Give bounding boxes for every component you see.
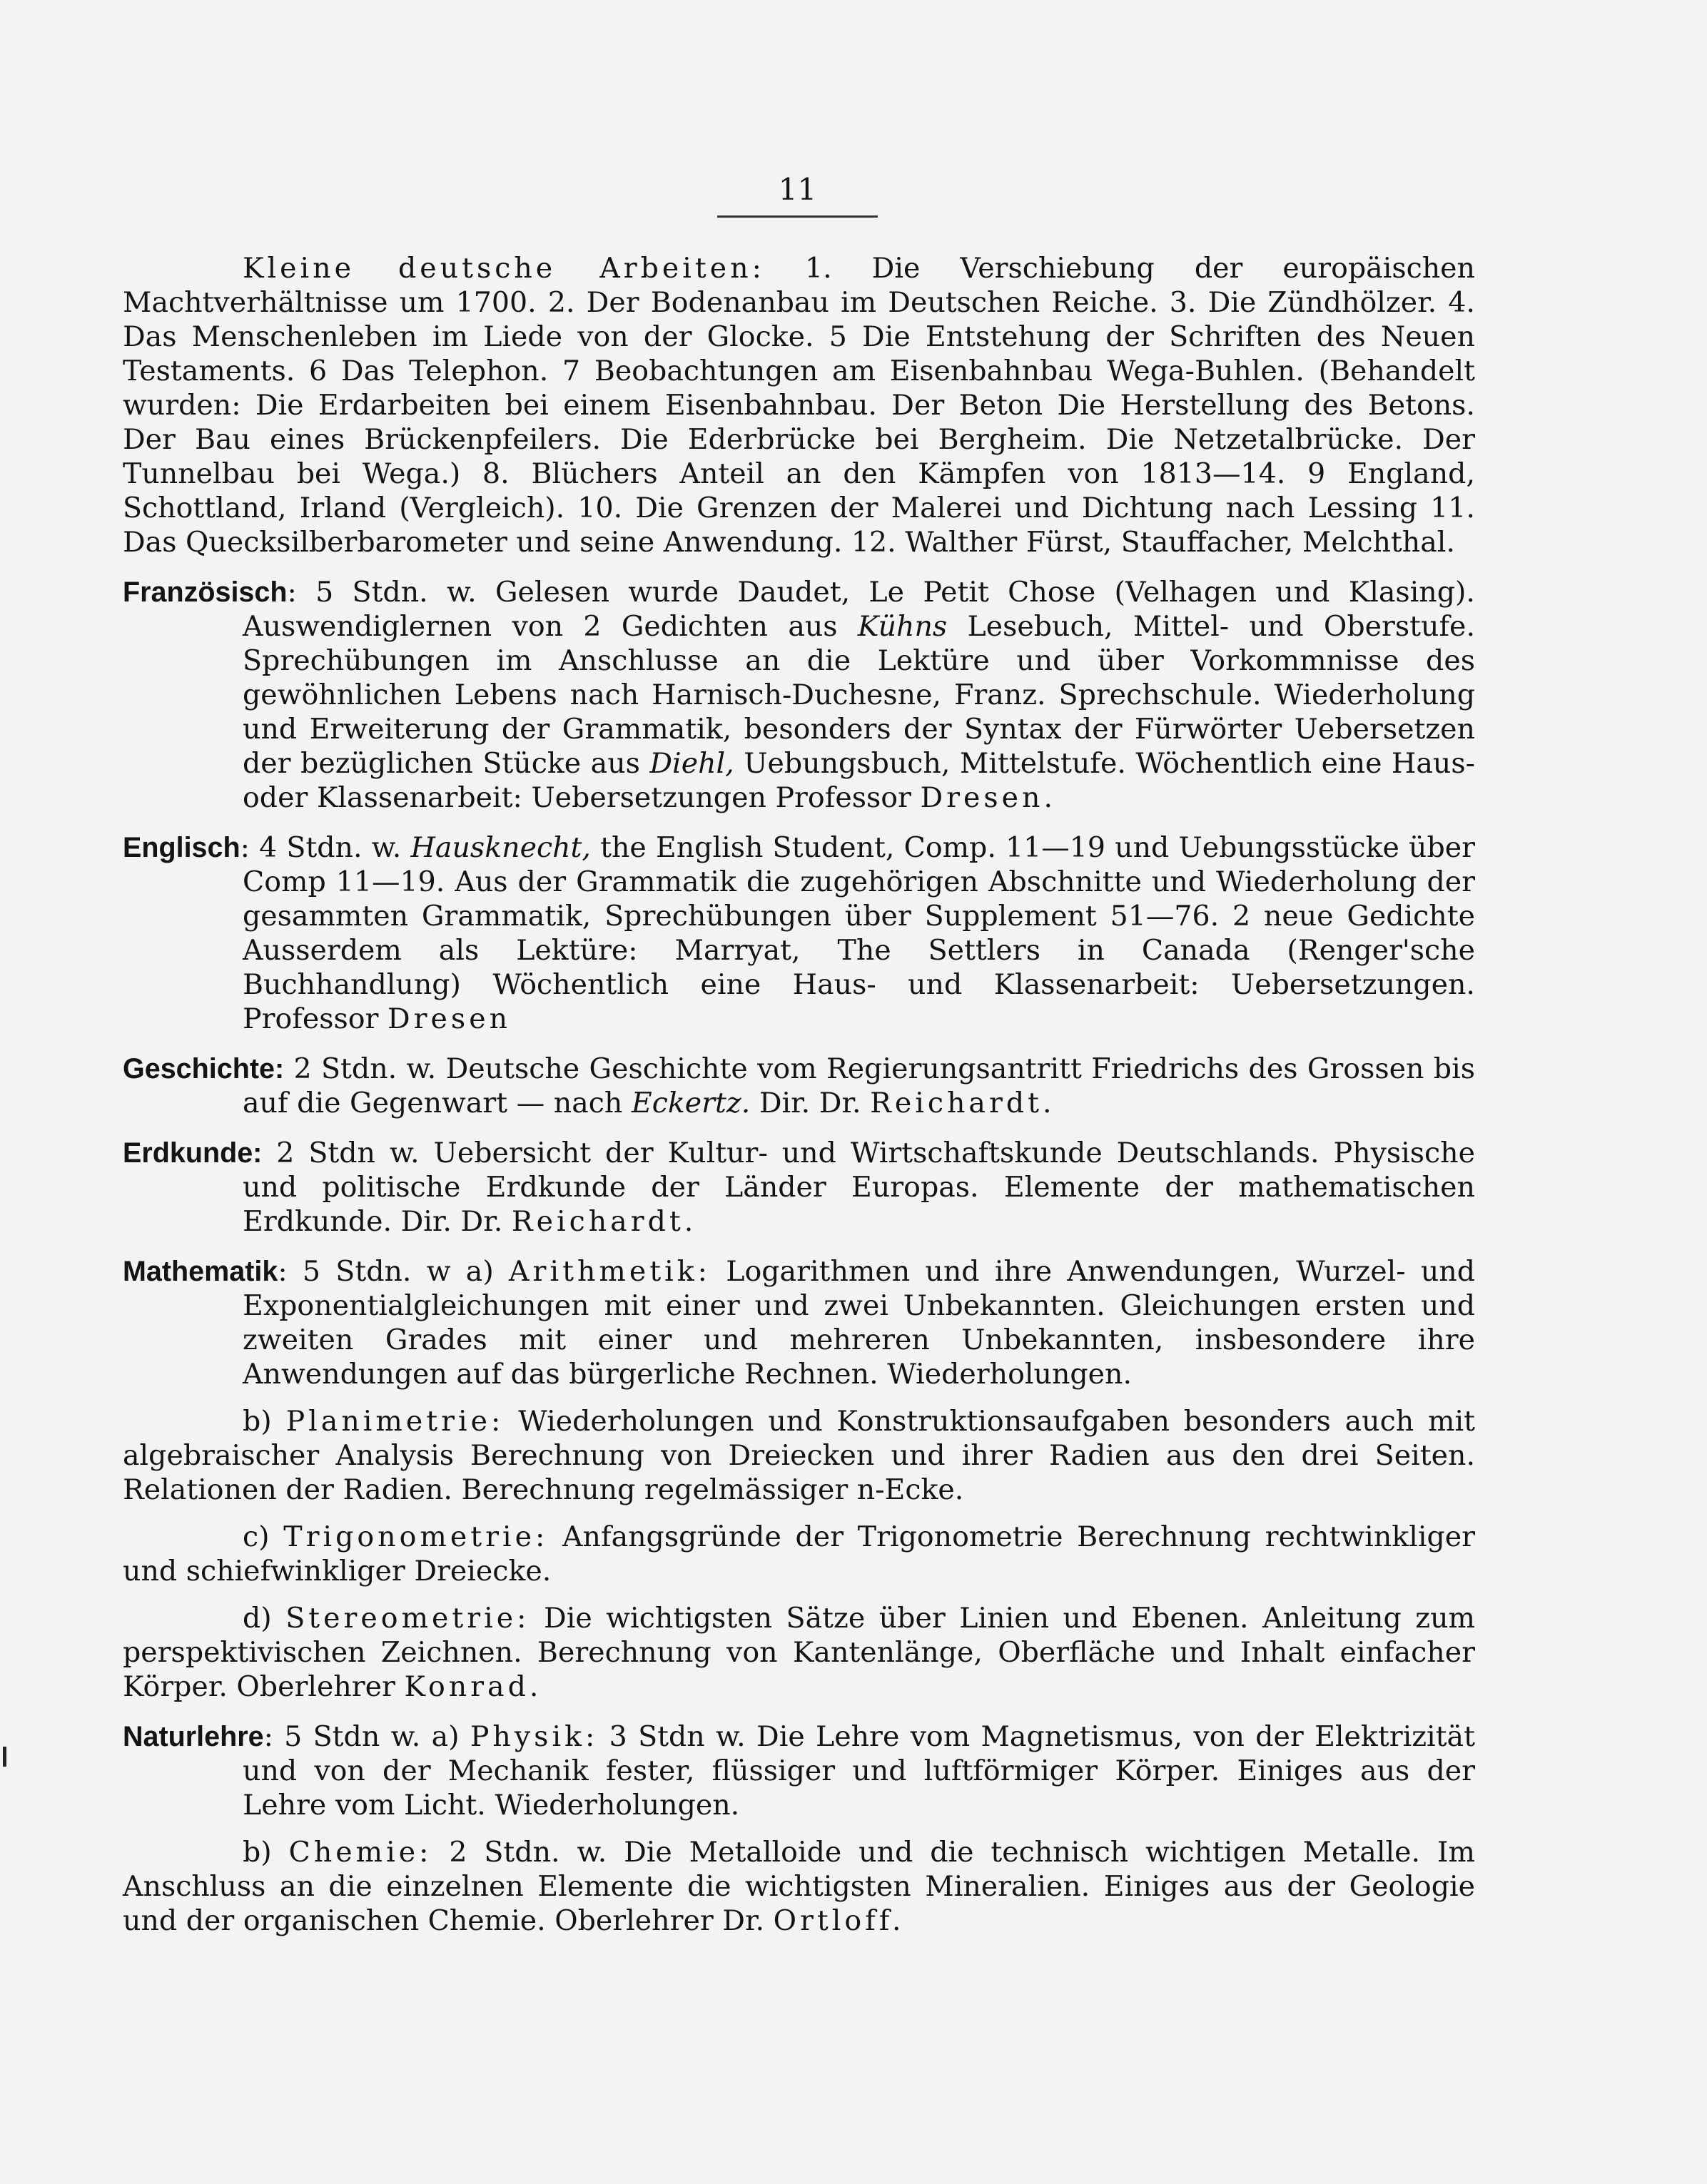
mathematik-trigonometrie-label: Trigonometrie:: [283, 1520, 549, 1553]
erdkunde-text: 2 Stdn w. Uebersicht der Kultur- und Wirtschaftskunde Deutschlands. Physische und politische Erdkunde der Länder Europas. Elemente der mathematischen Erdkunde. Dir. Dr.: [243, 1137, 1475, 1238]
mathematik-text: : 5 Stdn. w a): [278, 1255, 510, 1288]
mathematik-stereometrie-label: Stereometrie:: [285, 1602, 530, 1635]
geschichte-paragraph: [123, 1052, 1475, 1120]
naturlehre-teacher: Ortloff.: [773, 1904, 905, 1937]
geschichte-book-author: Eckertz.: [631, 1087, 751, 1119]
deutsch-text: 1. Die Verschiebung der europäischen Machtverhältnisse um 1700. 2. Der Bodenanbau im Deutschen Reiche. 3. Die Zündhölzer. 4. Das Menschenleben im Liede von der Glocke. 5 Die Entstehung der Schriften des Neuen Testaments. 6 Das Telephon. 7 Beobachtungen am Eisenbahnbau Wega-Buhlen. (Behandelt wurden: Die Erdarbeiten bei einem Eisenbahnbau. Der Beton Die Herstellung des Betons. Der Bau eines Brückenpfeilers. Die Ederbrücke bei Bergheim. Die Netzetalbrücke. Der Tunnelbau bei Wega.) 8. Blüchers Anteil an den Kämpfen von 1813—14. 9 England, Schottland, Irland (Vergleich). 10. Die Grenzen der Malerei und Dichtung nach Lessing 11. Das Quecksilberbarometer und seine Anwendung. 12. Walther Fürst, Stauffacher, Melchthal.: [123, 252, 1475, 559]
deutsch-paragraph: [123, 251, 1475, 559]
franzoesisch-text-3: Uebungsbuch, Mittelstufe. Wöchentlich eine Haus- oder Klassenarbeit: Uebersetzungen Professor: [243, 747, 1475, 814]
mathematik-c-prefix: c): [243, 1520, 284, 1553]
mathematik-planimetrie-text: Wiederholungen und Konstruktionsaufgaben besonders auch mit algebraischer Analysis Berechnung von Dreiecken und ihrer Radien aus den drei Seiten. Relationen der Radien. Berechnung regelmässiger n-Ecke.: [123, 1405, 1475, 1506]
mathematik-arithmetik-label: Arithmetik:: [509, 1255, 711, 1288]
englisch-book-author: Hausknecht,: [410, 831, 591, 864]
mathematik-b-prefix: b): [243, 1405, 286, 1438]
mathematik-stereometrie-text: Die wichtigsten Sätze über Linien und Ebenen. Anleitung zum perspektivischen Zeichnen. Berechnung von Kantenlänge, Oberfläche und Inhalt einfacher Körper. Oberlehrer: [123, 1602, 1475, 1703]
franzoesisch-book-author-2: Diehl,: [649, 747, 734, 780]
naturlehre-chemie-text: 2 Stdn. w. Die Metalloide und die technisch wichtigen Metalle. Im Anschluss an die einzelnen Elemente die wichtigsten Mineralien. Einiges aus der Geologie und der organischen Chemie. Oberlehrer Dr.: [123, 1836, 1475, 1937]
franzoesisch-paragraph: [123, 575, 1475, 815]
naturlehre-paragraph: [123, 1720, 1475, 1822]
mathematik-heading: Mathematik: [123, 1256, 278, 1287]
mathematik-planimetrie-paragraph: [123, 1404, 1475, 1507]
mathematik-d-prefix: d): [243, 1602, 286, 1635]
franzoesisch-book-author: Kühns: [857, 610, 948, 643]
englisch-text: : 4 Stdn. w.: [240, 831, 411, 864]
naturlehre-heading: Naturlehre: [123, 1721, 264, 1752]
englisch-paragraph: [123, 831, 1475, 1036]
scan-margin-mark: [3, 1747, 6, 1767]
geschichte-heading: Geschichte:: [123, 1053, 285, 1085]
mathematik-stereometrie-paragraph: [123, 1601, 1475, 1704]
geschichte-text: 2 Stdn. w. Deutsche Geschichte vom Regierungsantritt Friedrichs des Grossen bis auf die Gegenwart — nach: [243, 1052, 1475, 1119]
englisch-teacher: Dresen: [388, 1002, 512, 1035]
naturlehre-physik-text: 3 Stdn w. Die Lehre vom Magnetismus, von der Elektrizität und von der Mechanik fester, flüssiger und luftförmiger Körper. Einiges aus der Lehre vom Licht. Wiederholungen.: [243, 1720, 1475, 1822]
document-body: [123, 251, 1475, 1954]
deutsch-label: Kleine deutsche Arbeiten:: [243, 252, 765, 285]
englisch-heading: Englisch: [123, 832, 240, 863]
franzoesisch-text: : 5 Stdn. w. Gelesen wurde Daudet, Le Petit Chose (Velhagen und Klasing). Auswendiglernen von 2 Gedichten aus: [243, 576, 1475, 643]
franzoesisch-teacher: Dresen.: [920, 781, 1057, 814]
mathematik-trigonometrie-paragraph: [123, 1520, 1475, 1588]
naturlehre-b-prefix: b): [243, 1836, 289, 1869]
geschichte-teacher: Reichardt.: [870, 1087, 1055, 1119]
franzoesisch-heading: Französisch: [123, 577, 288, 608]
erdkunde-heading: Erdkunde:: [123, 1137, 263, 1169]
erdkunde-teacher: Reichardt.: [511, 1205, 697, 1238]
naturlehre-chemie-label: Chemie:: [288, 1836, 432, 1869]
englisch-text-2: the English Student, Comp. 11—19 und Uebungsstücke über Comp 11—19. Aus der Grammatik die zugehörigen Abschnitte und Wiederholung der gesammten Grammatik, Sprechübungen über Supplement 51—76. 2 neue Gedichte Ausserdem als Lektüre: Marryat, The Settlers in Canada (Renger'sche Buchhandlung) Wöchentlich eine Haus- und Klassenarbeit: Uebersetzungen. Professor: [243, 831, 1475, 1035]
naturlehre-physik-label: Physik:: [470, 1720, 599, 1753]
mathematik-planimetrie-label: Planimetrie:: [285, 1405, 505, 1438]
naturlehre-text: : 5 Stdn w. a): [263, 1720, 470, 1753]
erdkunde-paragraph: [123, 1136, 1475, 1239]
franzoesisch-text-2: Lesebuch, Mittel- und Oberstufe. Sprechübungen im Anschlusse an die Lektüre und über Vorkommnisse des gewöhnlichen Lebens nach Harnisch-Duchesne, Franz. Sprechschule. Wiederholung und Erweiterung der Grammatik, besonders der Syntax der Fürwörter Uebersetzen der bezüglichen Stücke aus: [243, 610, 1475, 780]
naturlehre-chemie-paragraph: [123, 1835, 1475, 1938]
mathematik-teacher: Konrad.: [404, 1670, 542, 1703]
mathematik-paragraph: [123, 1254, 1475, 1391]
geschichte-text-2: Dir. Dr.: [750, 1087, 871, 1119]
mathematik-trigonometrie-text: Anfangsgründe der Trigonometrie Berechnung rechtwinkliger und schiefwinkliger Dreiecke.: [123, 1520, 1476, 1588]
page-number: 11: [778, 172, 817, 207]
header-rule: [717, 215, 878, 218]
mathematik-arithmetik-text: Logarithmen und ihre Anwendungen, Wurzel- und Exponentialgleichungen mit einer und zwei Unbekannten. Gleichungen ersten und zweiten Grades mit einer und mehreren Unbekannten, insbesondere ihre Anwendungen auf das bürgerliche Rechnen. Wiederholungen.: [243, 1255, 1476, 1391]
